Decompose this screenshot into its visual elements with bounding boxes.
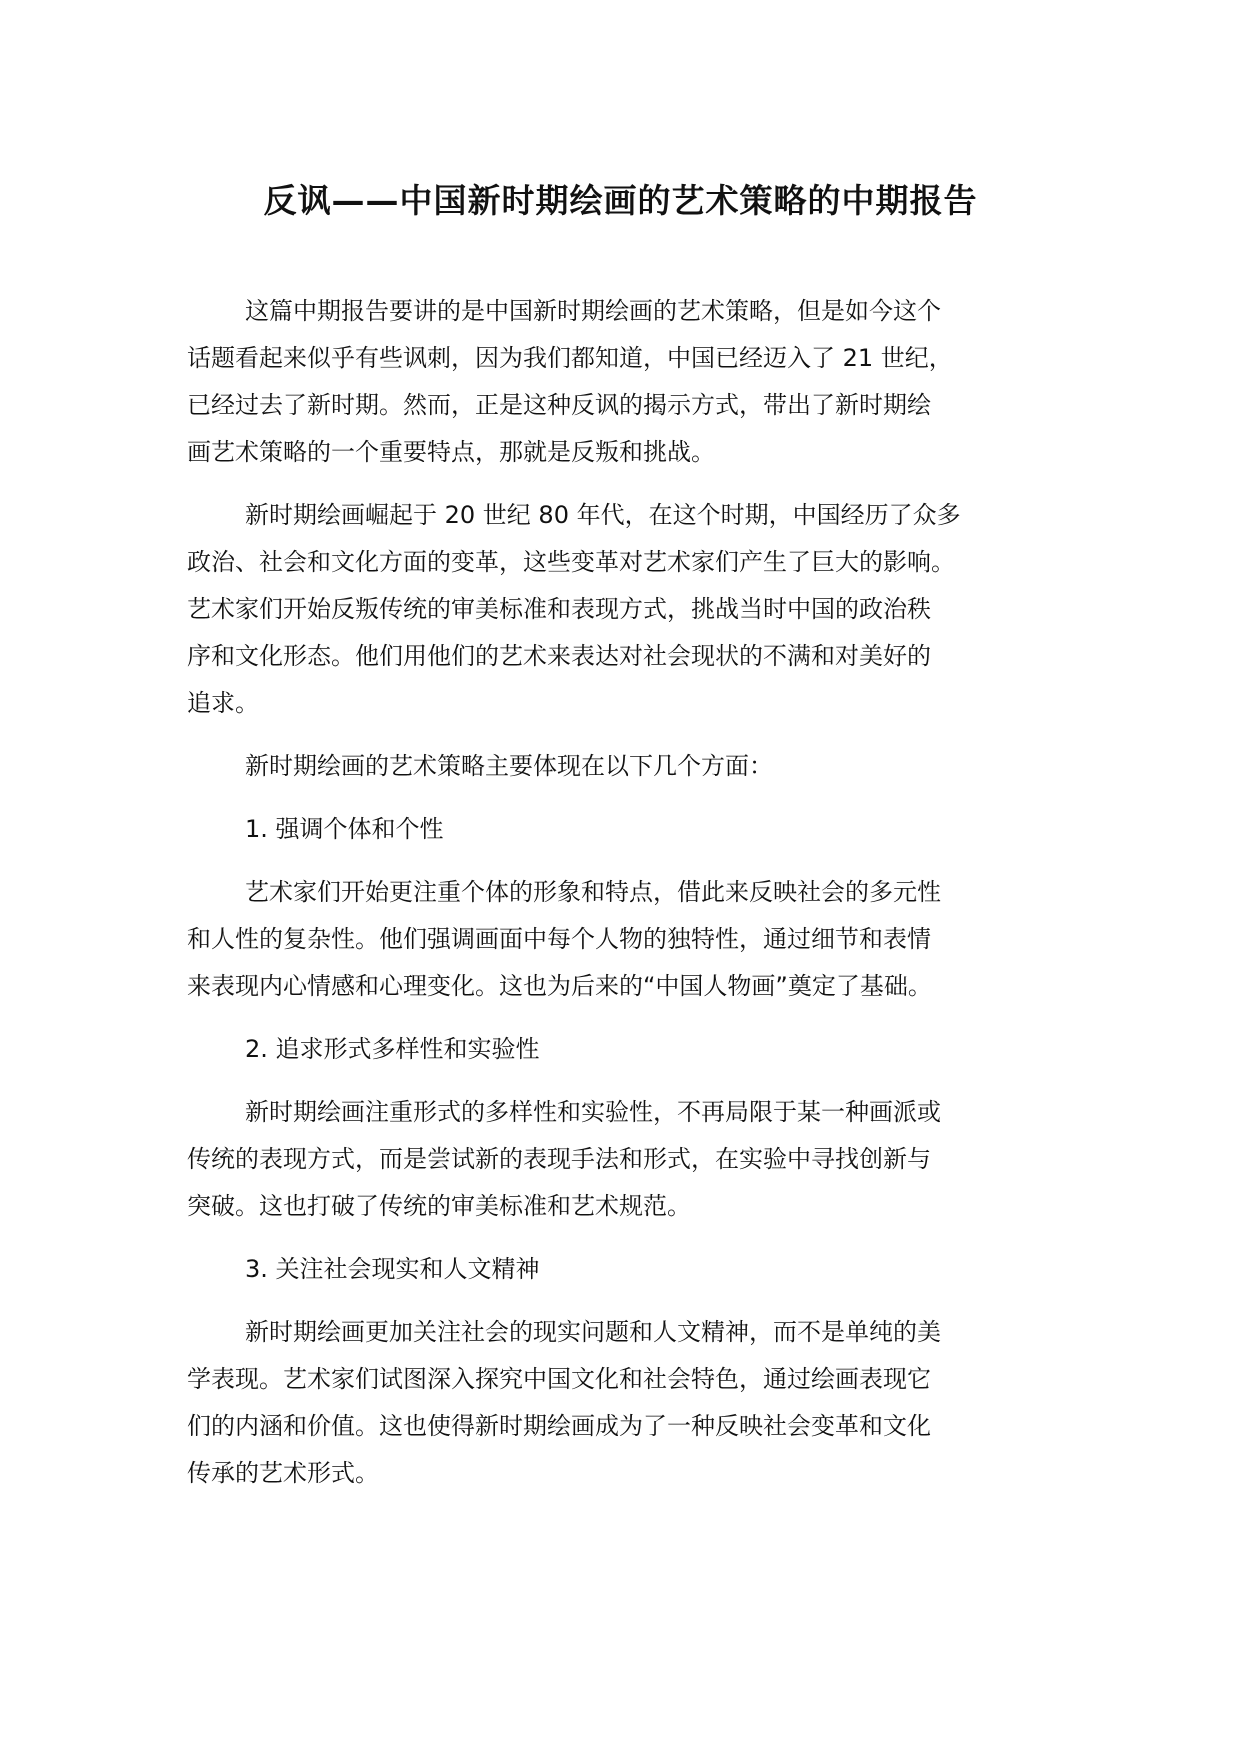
list-item-heading-3 <box>187 1246 1067 1293</box>
text-line: 3. 关注社会现实和人文精神 <box>245 1255 540 1283</box>
paragraph-intro <box>187 288 1067 476</box>
text-line: 和人性的复杂性。他们强调画面中每个人物的独特性，通过细节和表情 <box>187 925 931 953</box>
text-line: 这篇中期报告要讲的是中国新时期绘画的艺术策略，但是如今这个 <box>245 297 941 325</box>
text-line: 序和文化形态。他们用他们的艺术来表达对社会现状的不满和对美好的 <box>187 642 931 670</box>
list-item-heading-2 <box>187 1026 1067 1073</box>
paragraph-background <box>187 492 1067 727</box>
text-line: 来表现内心情感和心理变化。这也为后来的“中国人物画”奠定了基础。 <box>187 972 932 1000</box>
text-line: 学表现。艺术家们试图深入探究中国文化和社会特色，通过绘画表现它 <box>187 1365 931 1393</box>
paragraph-overview <box>187 743 1067 790</box>
text-line: 突破。这也打破了传统的审美标准和艺术规范。 <box>187 1192 691 1220</box>
paragraph-point-2 <box>187 1089 1067 1230</box>
text-line: 追求。 <box>187 689 259 717</box>
text-line: 已经过去了新时期。然而，正是这种反讽的揭示方式，带出了新时期绘 <box>187 391 931 419</box>
paragraph-point-3 <box>187 1309 1067 1497</box>
text-line: 传承的艺术形式。 <box>187 1459 379 1487</box>
document-title: 反讽——中国新时期绘画的艺术策略的中期报告 <box>263 181 978 220</box>
text-line: 2. 追求形式多样性和实验性 <box>245 1035 540 1063</box>
text-line: 话题看起来似乎有些讽刺，因为我们都知道，中国已经迈入了 21 世纪， <box>187 344 953 372</box>
text-line: 新时期绘画崛起于 20 世纪 80 年代，在这个时期，中国经历了众多 <box>245 501 961 529</box>
document-body <box>187 288 1067 1513</box>
paragraph-point-1 <box>187 869 1067 1010</box>
text-line: 艺术家们开始反叛传统的审美标准和表现方式，挑战当时中国的政治秩 <box>187 595 931 623</box>
text-line: 传统的表现方式，而是尝试新的表现手法和形式，在实验中寻找创新与 <box>187 1145 931 1173</box>
text-line: 新时期绘画的艺术策略主要体现在以下几个方面： <box>245 752 773 780</box>
text-line: 新时期绘画注重形式的多样性和实验性，不再局限于某一种画派或 <box>245 1098 941 1126</box>
text-line: 政治、社会和文化方面的变革，这些变革对艺术家们产生了巨大的影响。 <box>187 548 955 576</box>
text-line: 画艺术策略的一个重要特点，那就是反叛和挑战。 <box>187 438 715 466</box>
list-item-heading-1 <box>187 806 1067 853</box>
text-line: 们的内涵和价值。这也使得新时期绘画成为了一种反映社会变革和文化 <box>187 1412 931 1440</box>
text-line: 艺术家们开始更注重个体的形象和特点，借此来反映社会的多元性 <box>245 878 941 906</box>
text-line: 新时期绘画更加关注社会的现实问题和人文精神，而不是单纯的美 <box>245 1318 941 1346</box>
text-line: 1. 强调个体和个性 <box>245 815 444 843</box>
